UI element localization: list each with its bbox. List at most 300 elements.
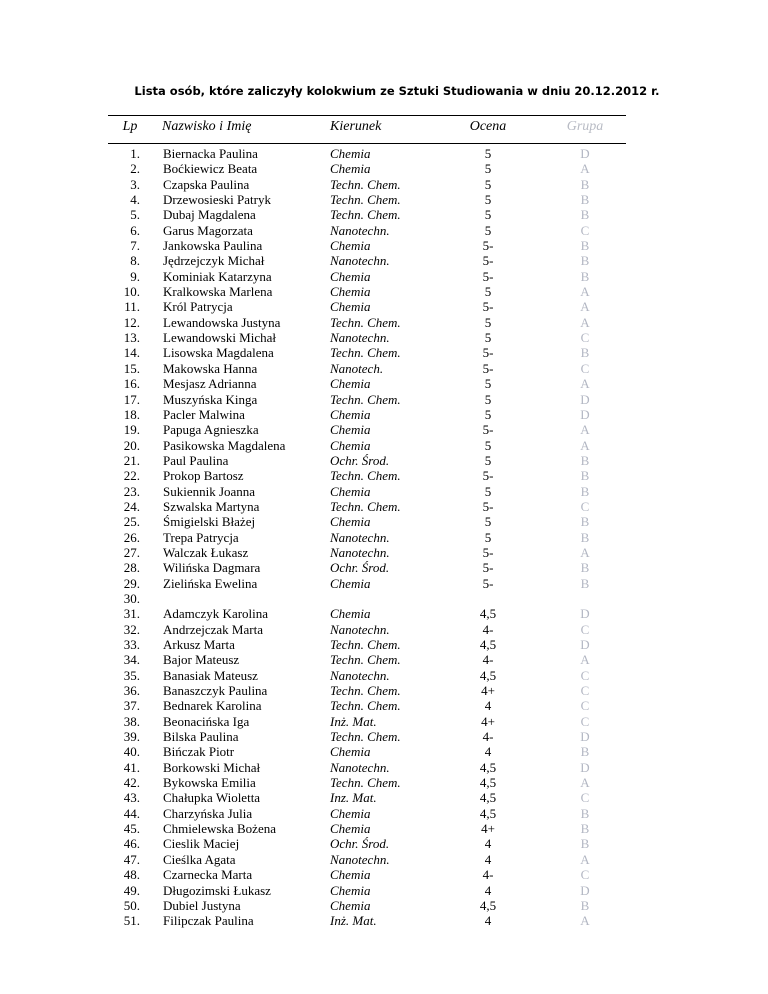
row-ocena: 5- [482, 345, 494, 361]
table-row [0, 392, 768, 407]
table-row [0, 315, 768, 330]
row-lp: 23. [123, 483, 140, 499]
row-kierunek: Nanotechn. [330, 529, 390, 545]
row-ocena: 4,5 [479, 775, 497, 791]
table-row [0, 852, 768, 867]
row-lp: 14. [123, 345, 140, 361]
row-name: Papuga Agnieszka [163, 422, 259, 438]
row-ocena: 4 [484, 744, 492, 760]
row-kierunek: Techn. Chem. [330, 176, 401, 192]
row-name: Biernacka Paulina [163, 146, 258, 161]
row-kierunek: Chemia [330, 437, 371, 453]
row-kierunek: Chemia [330, 284, 371, 300]
row-kierunek: Techn. Chem. [330, 314, 401, 330]
row-name: Borkowski Michał [163, 759, 261, 775]
table-row [0, 345, 768, 360]
table-row [0, 652, 768, 667]
row-lp: 26. [123, 529, 140, 545]
row-name: Boćkiewicz Beata [163, 161, 258, 177]
row-grupa: C [580, 867, 590, 883]
table-row [0, 438, 768, 453]
row-kierunek: Nanotechn. [330, 759, 390, 775]
row-lp: 50. [123, 897, 140, 913]
row-lp: 8. [130, 253, 140, 269]
row-lp: 9. [130, 268, 140, 284]
row-ocena: 5- [482, 575, 494, 591]
table-row [0, 161, 768, 176]
row-grupa: D [580, 637, 590, 652]
row-kierunek: Chemia [330, 882, 371, 898]
row-ocena: 4,5 [479, 606, 497, 622]
row-ocena: 5 [484, 529, 492, 545]
row-kierunek: Nanotech. [330, 360, 384, 376]
row-ocena: 5- [482, 238, 494, 254]
table-row [0, 637, 768, 652]
table-row [0, 530, 768, 545]
table-row [0, 330, 768, 345]
row-grupa: D [580, 606, 590, 622]
row-kierunek: Chemia [330, 897, 371, 913]
row-kierunek: Techn. Chem. [330, 683, 401, 699]
row-grupa: C [580, 360, 590, 376]
table-body [0, 146, 768, 929]
row-lp: 38. [123, 713, 140, 729]
row-ocena: 5 [484, 222, 492, 238]
row-lp: 42. [123, 775, 140, 791]
table-row [0, 913, 768, 928]
row-grupa: B [580, 253, 590, 269]
row-ocena: 4 [484, 851, 492, 867]
row-name: Król Patrycja [163, 299, 233, 315]
table-row [0, 422, 768, 437]
table-row [0, 622, 768, 637]
row-kierunek: Techn. Chem. [330, 391, 401, 407]
row-name: Szwalska Martyna [163, 498, 260, 514]
row-lp: 31. [123, 606, 140, 622]
table-row [0, 499, 768, 514]
row-lp: 28. [123, 560, 140, 576]
row-name: Chmielewska Bożena [163, 821, 276, 837]
table-row [0, 407, 768, 422]
row-ocena: 5 [484, 192, 492, 208]
row-grupa: C [580, 222, 590, 238]
row-ocena: 4,5 [479, 637, 497, 652]
row-ocena: 5 [484, 483, 492, 499]
row-lp: 51. [123, 913, 140, 929]
row-lp: 43. [123, 790, 140, 806]
row-kierunek: Techn. Chem. [330, 468, 401, 484]
table-row [0, 299, 768, 314]
row-name: Chałupka Wioletta [163, 790, 261, 806]
row-name: Mesjasz Adrianna [163, 376, 257, 392]
row-ocena: 5 [484, 176, 492, 192]
row-kierunek: Chemia [330, 575, 371, 591]
table-row [0, 253, 768, 268]
table-row [0, 576, 768, 591]
row-grupa: A [580, 544, 590, 560]
row-grupa: B [580, 268, 590, 284]
row-lp: 17. [123, 391, 140, 407]
row-grupa: A [580, 652, 590, 668]
row-grupa: A [580, 376, 590, 392]
row-grupa: B [580, 192, 590, 208]
row-name: Pasikowska Magdalena [163, 437, 286, 453]
row-ocena: 5 [484, 452, 492, 468]
row-name: Beonacińska Iga [163, 713, 250, 729]
row-lp: 47. [123, 851, 140, 867]
row-kierunek: Nanotechn. [330, 667, 390, 683]
row-name: Czarnecka Marta [163, 867, 253, 883]
row-kierunek: Techn. Chem. [330, 192, 401, 208]
row-name: Lisowska Magdalena [163, 345, 274, 361]
row-kierunek: Chemia [330, 821, 371, 837]
row-grupa: A [580, 422, 590, 438]
row-kierunek: Chemia [330, 299, 371, 315]
row-lp: 22. [123, 468, 140, 484]
row-lp: 40. [123, 744, 140, 760]
table-row [0, 668, 768, 683]
row-kierunek: Chemia [330, 805, 371, 821]
row-ocena: 4+ [481, 683, 495, 699]
row-name: Bykowska Emilia [163, 775, 256, 791]
header-grupa: Grupa [566, 119, 604, 134]
row-lp: 32. [123, 621, 140, 637]
row-grupa: B [580, 836, 590, 852]
row-lp: 13. [123, 330, 140, 346]
row-kierunek: Ochr. Środ. [330, 452, 390, 468]
row-grupa: B [580, 468, 590, 484]
row-name: Bińczak Piotr [163, 744, 235, 760]
row-lp: 24. [123, 498, 140, 514]
row-lp: 44. [123, 805, 140, 821]
row-grupa: B [580, 207, 590, 223]
row-kierunek: Nanotechn. [330, 621, 390, 637]
row-grupa: C [580, 790, 590, 806]
header-ocena: Ocena [469, 119, 507, 134]
row-lp: 29. [123, 575, 140, 591]
row-grupa: B [580, 514, 590, 530]
row-kierunek: Techn. Chem. [330, 345, 401, 361]
row-ocena: 5- [482, 422, 494, 438]
row-ocena: 5- [482, 544, 494, 560]
table-header-rule [108, 143, 626, 144]
row-grupa: B [580, 821, 590, 837]
row-ocena: 4,5 [479, 790, 497, 806]
row-kierunek: Inz. Mat. [330, 790, 377, 806]
row-kierunek: Chemia [330, 514, 371, 530]
table-row [0, 146, 768, 161]
row-grupa: B [580, 529, 590, 545]
row-name: Pacler Malwina [163, 406, 245, 422]
row-ocena: 5- [482, 253, 494, 269]
table-row [0, 775, 768, 790]
row-name: Lewandowska Justyna [163, 314, 281, 330]
row-kierunek: Techn. Chem. [330, 637, 401, 652]
row-grupa: C [580, 498, 590, 514]
row-name: Paul Paulina [163, 452, 229, 468]
row-lp: 15. [123, 360, 140, 376]
row-ocena: 4+ [481, 821, 495, 837]
row-name: Jankowska Paulina [163, 238, 263, 254]
table-row [0, 744, 768, 759]
row-kierunek: Chemia [330, 744, 371, 760]
row-kierunek: Techn. Chem. [330, 698, 401, 714]
row-lp: 25. [123, 514, 140, 530]
table-row [0, 207, 768, 222]
row-grupa: D [580, 882, 590, 898]
row-grupa: B [580, 176, 590, 192]
row-kierunek: Chemia [330, 422, 371, 438]
row-ocena: 5- [482, 468, 494, 484]
table-row [0, 821, 768, 836]
row-lp: 16. [123, 376, 140, 392]
row-lp: 7. [130, 238, 140, 254]
row-grupa: C [580, 330, 590, 346]
row-ocena: 5 [484, 391, 492, 407]
row-lp: 49. [123, 882, 140, 898]
row-ocena: 5- [482, 268, 494, 284]
row-kierunek: Chemia [330, 867, 371, 883]
table-row [0, 560, 768, 575]
row-lp: 11. [124, 299, 140, 315]
row-name: Cieslik Maciej [163, 836, 240, 852]
row-kierunek: Chemia [330, 238, 371, 254]
row-ocena: 4- [482, 729, 494, 745]
row-lp: 41. [123, 759, 140, 775]
row-name: Bilska Paulina [163, 729, 239, 745]
row-kierunek: Techn. Chem. [330, 207, 401, 223]
row-name: Sukiennik Joanna [163, 483, 256, 499]
table-row [0, 683, 768, 698]
row-ocena: 4,5 [479, 667, 497, 683]
row-kierunek: Ochr. Środ. [330, 836, 390, 852]
row-ocena: 5 [484, 146, 492, 161]
row-grupa: B [580, 238, 590, 254]
row-lp: 27. [123, 544, 140, 560]
row-grupa: A [580, 284, 590, 300]
row-lp: 33. [123, 637, 140, 652]
row-lp: 3. [130, 176, 140, 192]
row-kierunek: Chemia [330, 161, 371, 177]
row-name: Kralkowska Marlena [163, 284, 273, 300]
row-name: Muszyńska Kinga [163, 391, 258, 407]
row-ocena: 5 [484, 330, 492, 346]
row-lp: 2. [130, 161, 140, 177]
table-row [0, 545, 768, 560]
row-ocena: 4+ [481, 713, 495, 729]
table-row [0, 192, 768, 207]
row-name: Dubiel Justyna [163, 897, 241, 913]
row-ocena: 4- [482, 867, 494, 883]
row-lp: 48. [123, 867, 140, 883]
row-lp: 39. [123, 729, 140, 745]
table-row [0, 867, 768, 882]
row-lp: 37. [123, 698, 140, 714]
row-grupa: C [580, 683, 590, 699]
row-ocena: 5- [482, 560, 494, 576]
table-row [0, 729, 768, 744]
row-name: Trepa Patrycja [163, 529, 239, 545]
row-ocena: 4,5 [479, 759, 497, 775]
row-name: Charzyńska Julia [163, 805, 253, 821]
table-row [0, 714, 768, 729]
row-grupa: D [580, 729, 590, 745]
row-kierunek: Chemia [330, 406, 371, 422]
row-kierunek: Chemia [330, 606, 371, 622]
row-ocena: 5- [482, 360, 494, 376]
table-row [0, 883, 768, 898]
row-ocena: 5 [484, 314, 492, 330]
row-lp: 45. [123, 821, 140, 837]
row-ocena: 4 [484, 882, 492, 898]
row-name: Długozimski Łukasz [163, 882, 271, 898]
row-grupa: D [580, 146, 590, 161]
row-ocena: 5 [484, 514, 492, 530]
row-grupa: B [580, 897, 590, 913]
row-kierunek: Ochr. Środ. [330, 560, 390, 576]
row-kierunek: Techn. Chem. [330, 729, 401, 745]
row-lp: 35. [123, 667, 140, 683]
row-ocena: 4,5 [479, 805, 497, 821]
row-name: Bajor Mateusz [163, 652, 240, 668]
row-grupa: A [580, 851, 590, 867]
table-row [0, 836, 768, 851]
row-lp: 20. [123, 437, 140, 453]
row-lp: 10. [123, 284, 140, 300]
row-lp: 1. [130, 146, 140, 161]
table-top-rule [108, 115, 626, 116]
row-kierunek: Nanotechn. [330, 544, 390, 560]
row-ocena: 4 [484, 836, 492, 852]
row-kierunek: Inż. Mat. [330, 913, 377, 929]
row-grupa: C [580, 667, 590, 683]
table-row [0, 591, 768, 606]
table-row [0, 361, 768, 376]
row-lp: 46. [123, 836, 140, 852]
row-kierunek: Nanotechn. [330, 330, 390, 346]
row-grupa: C [580, 621, 590, 637]
row-grupa: A [580, 299, 590, 315]
row-name: Banasiak Mateusz [163, 667, 258, 683]
row-kierunek: Techn. Chem. [330, 775, 401, 791]
table-row [0, 806, 768, 821]
header-kierunek: Kierunek [330, 119, 382, 134]
header-name: Nazwisko i Imię [162, 119, 252, 134]
row-lp: 19. [123, 422, 140, 438]
row-kierunek: Chemia [330, 376, 371, 392]
table-row [0, 898, 768, 913]
row-name: Bednarek Karolina [163, 698, 262, 714]
table-row [0, 223, 768, 238]
row-lp: 6. [130, 222, 140, 238]
row-grupa: B [580, 575, 590, 591]
table-row [0, 238, 768, 253]
row-lp: 18. [123, 406, 140, 422]
table-row [0, 269, 768, 284]
row-kierunek: Techn. Chem. [330, 498, 401, 514]
row-name: Andrzejczak Marta [163, 621, 263, 637]
row-ocena: 4,5 [479, 897, 497, 913]
table-row [0, 514, 768, 529]
row-name: Jędrzejczyk Michał [163, 253, 265, 269]
table-row [0, 177, 768, 192]
row-name: Zielińska Ewelina [163, 575, 258, 591]
row-lp: 12. [123, 314, 140, 330]
row-grupa: B [580, 452, 590, 468]
table-row [0, 453, 768, 468]
table-row [0, 468, 768, 483]
row-name: Lewandowski Michał [163, 330, 277, 346]
row-kierunek: Nanotechn. [330, 851, 390, 867]
row-ocena: 5 [484, 284, 492, 300]
row-grupa: B [580, 560, 590, 576]
row-kierunek: Techn. Chem. [330, 652, 401, 668]
row-name: Drzewosieski Patryk [163, 192, 271, 208]
row-ocena: 5- [482, 498, 494, 514]
row-kierunek: Inż. Mat. [330, 713, 377, 729]
row-name: Kominiak Katarzyna [163, 268, 272, 284]
row-grupa: C [580, 698, 590, 714]
row-ocena: 5 [484, 406, 492, 422]
row-grupa: A [580, 314, 590, 330]
row-grupa: A [580, 161, 590, 177]
row-grupa: A [580, 775, 590, 791]
row-ocena: 5 [484, 161, 492, 177]
row-name: Garus Magorzata [163, 222, 253, 238]
row-lp: 36. [123, 683, 140, 699]
row-name: Czapska Paulina [163, 176, 250, 192]
table-row [0, 284, 768, 299]
row-name: Walczak Łukasz [163, 544, 249, 560]
table-row [0, 606, 768, 621]
table-row [0, 484, 768, 499]
row-name: Cieślka Agata [163, 851, 236, 867]
row-name: Banaszczyk Paulina [163, 683, 268, 699]
row-kierunek: Nanotechn. [330, 222, 390, 238]
row-name: Śmigielski Błażej [163, 514, 256, 530]
table-row [0, 698, 768, 713]
table-row [0, 790, 768, 805]
row-name: Adamczyk Karolina [163, 606, 269, 622]
row-kierunek: Chemia [330, 268, 371, 284]
row-grupa: B [580, 805, 590, 821]
row-grupa: A [580, 913, 590, 929]
row-ocena: 4 [484, 698, 492, 714]
row-ocena: 5 [484, 207, 492, 223]
row-lp: 30. [123, 590, 140, 606]
row-kierunek: Chemia [330, 146, 371, 161]
row-ocena: 5 [484, 437, 492, 453]
row-grupa: D [580, 391, 590, 407]
row-lp: 34. [123, 652, 140, 668]
row-name: Makowska Hanna [163, 360, 258, 376]
row-name: Prokop Bartosz [163, 468, 244, 484]
row-lp: 5. [130, 207, 140, 223]
row-ocena: 4 [484, 913, 492, 929]
row-lp: 21. [123, 452, 140, 468]
row-name: Arkusz Marta [163, 637, 235, 652]
row-kierunek: Chemia [330, 483, 371, 499]
row-grupa: B [580, 744, 590, 760]
row-name: Wilińska Dagmara [163, 560, 261, 576]
row-grupa: B [580, 345, 590, 361]
row-grupa: B [580, 483, 590, 499]
page-title: Lista osób, które zaliczyły kolokwium ze Sztuki Studiowania w dniu 20.12.2012 r. [134, 84, 660, 98]
table-row [0, 376, 768, 391]
row-grupa: D [580, 759, 590, 775]
row-kierunek: Nanotechn. [330, 253, 390, 269]
header-lp: Lp [122, 119, 138, 134]
